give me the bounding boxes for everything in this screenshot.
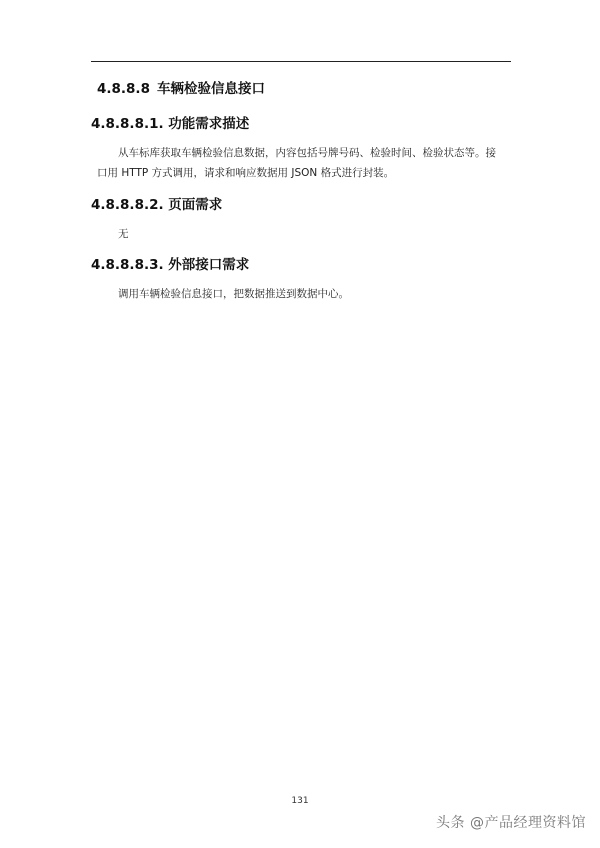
subsection-heading-2: 4.8.8.8.2. 页面需求 [91, 197, 223, 213]
subsection-body-2: 无 [118, 228, 129, 240]
section-heading [97, 80, 265, 98]
watermark: 头条 @产品经理资料馆 [436, 815, 586, 831]
subsection-heading-1: 4.8.8.8.1. 功能需求描述 [91, 116, 250, 132]
page-number: 131 [291, 796, 309, 806]
section-number: 4.8.8.8 [97, 81, 150, 97]
section-title: 车辆检验信息接口 [157, 81, 265, 97]
subsection-body-1: 从车标库获取车辆检验信息数据，内容包括号牌号码、检验时间、检验状态等。接口用 HTTP 方式调用，请求和响应数据用 JSON 格式进行封装。 [97, 147, 496, 179]
header-rule [91, 61, 511, 62]
subsection-body-3: 调用车辆检验信息接口，把数据推送到数据中心。 [118, 288, 349, 300]
subsection-heading-3: 4.8.8.8.3. 外部接口需求 [91, 257, 250, 273]
